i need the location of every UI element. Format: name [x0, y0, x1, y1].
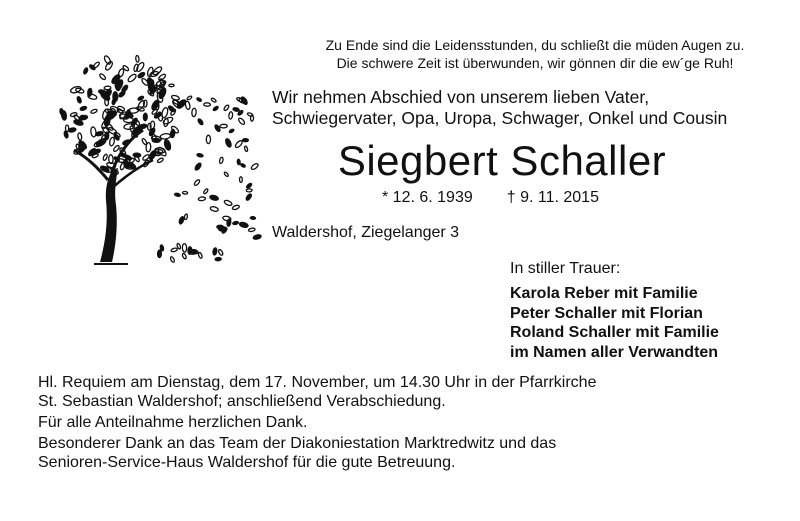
address: Waldershof, Ziegelanger 3 — [272, 224, 460, 241]
windblown-tree-icon — [48, 40, 263, 270]
mourning-label: In stiller Trauer: — [510, 260, 621, 277]
intro-line: Schwiegervater, Opa, Uropa, Schwager, Onkel und Cousin — [272, 108, 728, 128]
verse-line: Die schwere Zeit ist überwunden, wir gönnen dir die ew´ge Ruh! — [336, 55, 734, 71]
mourner-entry: Karola Reber mit Familie — [510, 285, 698, 302]
mourner-entry: im Namen aller Verwandten — [510, 343, 719, 361]
verse-line: Zu Ende sind die Leidensstunden, du schließt die müden Augen zu. — [325, 37, 745, 53]
farewell-intro — [272, 87, 792, 129]
thanks-line: Für alle Anteilnahme herzlichen Dank. — [38, 414, 308, 431]
verse — [280, 36, 790, 72]
birth-date: * 12. 6. 1939 — [382, 189, 473, 206]
mourner-entry: Peter Schaller mit Florian — [510, 304, 703, 322]
death-date: † 9. 11. 2015 — [506, 189, 599, 206]
mourner-entry: Roland Schaller mit Familie — [510, 324, 719, 341]
mourners-list — [510, 284, 719, 362]
special-thanks-line: Besonderer Dank an das Team der Diakoniestation Marktredwitz und das — [38, 435, 557, 452]
service-details — [38, 373, 778, 472]
life-dates — [382, 188, 599, 208]
intro-line: Wir nehmen Abschied von unserem lieben Vater, — [272, 87, 650, 107]
requiem-line: Hl. Requiem am Dienstag, dem 17. November, um 14.30 Uhr in der Pfarrkirche — [38, 374, 597, 391]
requiem-line: St. Sebastian Waldershof; anschließend Verabschiedung. — [38, 393, 446, 410]
deceased-name: Siegbert Schaller — [337, 137, 667, 184]
special-thanks-line: Senioren-Service-Haus Waldershof für die gute Betreuung. — [38, 454, 456, 471]
